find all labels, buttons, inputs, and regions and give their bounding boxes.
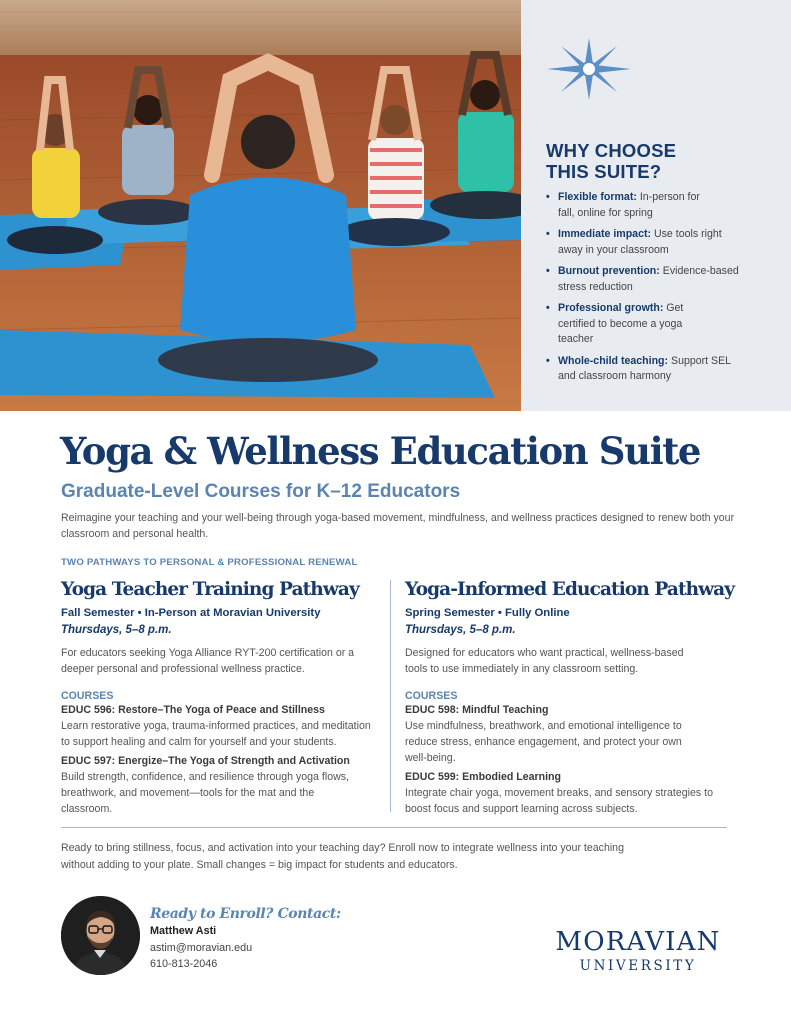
why-title: [546, 140, 766, 182]
why-item-text: Evidence-based stress reduction: [558, 265, 739, 293]
pathway-title: Yoga Teacher Training Pathway: [61, 579, 359, 600]
pathway-time: Thursdays, 5–8 p.m.: [405, 624, 516, 636]
course-description: Integrate chair yoga, movement breaks, and sensory strategies to boost focus and support learning across subjects.: [405, 787, 713, 815]
course-description: Learn restorative yoga, trauma-informed practices, and meditation to support healing and calm for yourself and your students.: [61, 720, 371, 748]
pathway-schedule: Spring Semester • Fully Online: [405, 607, 570, 619]
pathway-schedule: Fall Semester • In-Person at Moravian University: [61, 607, 321, 619]
why-item-lead: Flexible format:: [558, 191, 637, 203]
why-item: • Whole-child teaching: Support SEL and classroom harmony: [546, 354, 731, 382]
contact-name: Matthew Asti: [150, 925, 217, 937]
courses-heading: COURSES: [61, 690, 114, 702]
why-title-line1: WHY CHOOSE: [546, 140, 677, 161]
intro-text: Reimagine your teaching and your well-being through yoga-based movement, mindfulness, and wellness practices designed to renew both your classroom and personal health.: [61, 512, 735, 540]
pathway-description: For educators seeking Yoga Alliance RYT-200 certification or a deeper personal and professional wellness practice.: [61, 647, 355, 675]
hero-photo: [0, 0, 521, 411]
compass-star-icon: [547, 38, 631, 100]
why-item-text: Support SEL and classroom harmony: [558, 354, 731, 382]
why-item-lead: Whole-child teaching:: [558, 354, 669, 367]
pathway-teacher-training: [61, 576, 376, 821]
contact-phone: 610-813-2046: [150, 958, 218, 970]
university-logo: [548, 927, 728, 975]
pathway-time: Thursdays, 5–8 p.m.: [61, 624, 172, 636]
pathway-title: Yoga-Informed Education Pathway: [405, 579, 735, 600]
closing-text: Ready to bring stillness, focus, and activation into your teaching day? Enroll now to integrate wellness into your teaching without adding to your plate. Small changes = big impact for students and educators.: [61, 842, 624, 871]
why-item-lead: Professional growth:: [558, 302, 664, 314]
pathway-yoga-informed: [405, 576, 735, 821]
why-item-lead: Immediate impact:: [558, 228, 652, 240]
course-name: EDUC 596: Restore–The Yoga of Peace and Stillness: [61, 704, 325, 716]
page-subtitle: Graduate-Level Courses for K–12 Educators: [61, 481, 461, 502]
pathways-label: TWO PATHWAYS TO PERSONAL & PROFESSIONAL RENEWAL: [61, 557, 358, 568]
why-item: • Immediate impact: Use tools right away in your classroom: [546, 228, 722, 256]
course-name: EDUC 599: Embodied Learning: [405, 771, 561, 783]
why-choose-panel: [521, 0, 791, 411]
why-item: • Burnout prevention: Evidence-based stress reduction: [546, 265, 739, 293]
logo-line1: MORAVIAN: [555, 927, 721, 957]
avatar: [61, 896, 140, 975]
course-name: EDUC 597: Energize–The Yoga of Strength and Activation: [61, 755, 350, 767]
why-item-text: Get certified to become a yoga teacher: [558, 302, 684, 345]
why-item-lead: Burnout prevention:: [558, 265, 660, 277]
courses-heading: COURSES: [405, 690, 458, 702]
why-item: • Flexible format: In-person for fall, online for spring: [546, 191, 700, 219]
course-description: Build strength, confidence, and resilience through yoga flows, breathwork, and movement—tools for the mat and the classroom.: [61, 771, 349, 815]
course-name: EDUC 598: Mindful Teaching: [405, 704, 549, 716]
contact-email-link[interactable]: astim@moravian.edu: [150, 942, 253, 954]
pathway-description: Designed for educators who want practical, wellness-based tools to use immediately in any classroom setting.: [405, 647, 684, 675]
column-divider: [390, 580, 391, 812]
why-item: • Professional growth: Get certified to become a yoga teacher: [546, 302, 684, 345]
page-title: Yoga & Wellness Education Suite: [60, 429, 701, 473]
why-item-text: In-person for fall, online for spring: [558, 191, 700, 219]
why-title-line2: THIS SUITE?: [546, 161, 662, 182]
logo-line2: UNIVERSITY: [579, 958, 697, 974]
contact-heading: Ready to Enroll? Contact:: [150, 906, 341, 922]
why-list: [546, 190, 786, 391]
section-divider: [61, 827, 727, 828]
why-item-text: Use tools right away in your classroom: [558, 228, 722, 256]
course-description: Use mindfulness, breathwork, and emotional intelligence to reduce stress, enhance engagement, and protect your own well-being.: [405, 720, 682, 764]
